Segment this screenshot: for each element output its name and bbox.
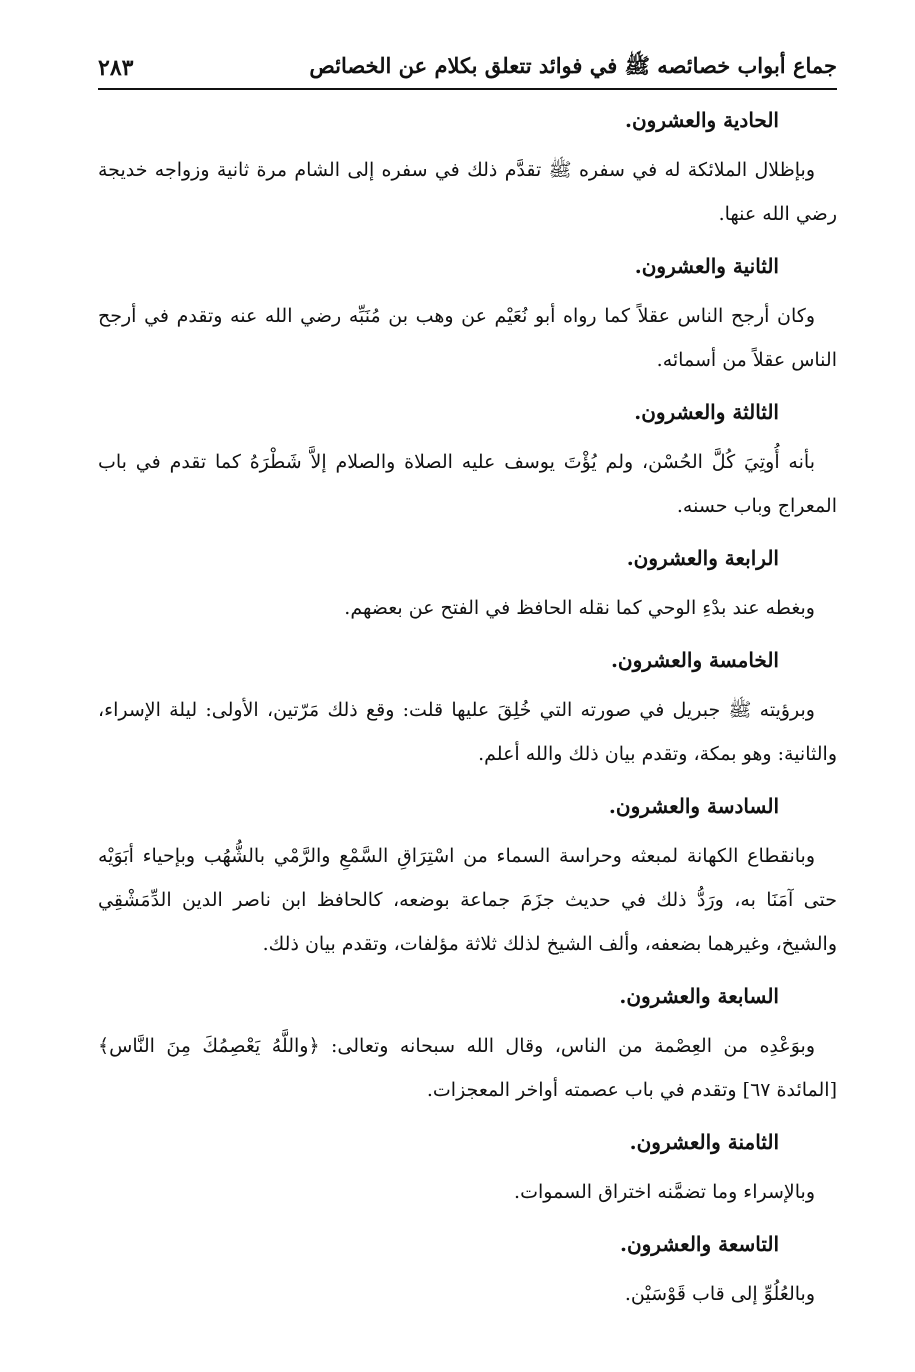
- running-title: جماع أبواب خصائصه ﷺ في فوائد تتعلق بكلام عن الخصائص: [309, 52, 837, 78]
- section-text: وبرؤيته ﷺ جبريل في صورته التي خُلِقَ عليها قلت: وقع ذلك مَرّتين، الأولى: ليلة الإسراء، والثانية: وهو بمكة، وتقدم بيان ذلك والله أعلم.: [98, 699, 837, 765]
- section-heading: الثانية والعشرون.: [634, 254, 779, 278]
- section-24: [98, 536, 837, 638]
- page-body: [98, 98, 837, 1324]
- section-text: وبالإسراء وما تضمَّنه اختراق السموات.: [514, 1181, 815, 1203]
- section-25: [98, 638, 837, 784]
- section-22: [98, 244, 837, 390]
- section-28: [98, 1120, 837, 1222]
- section-text: وبانقطاع الكهانة لمبعثه وحراسة السماء من اسْتِرَاقِ السَّمْعِ والرَّمْي بالشُّهُب وبإحياء أبَوَيْه حتى آمَنَا به، ورَدُّ ذلك في حديث جزَمَ جماعة بوضعه، كالحافظ ابن ناصر الدين الدِّمَشْقِي والشيخ، وغيرهما بضعفه، وألف الشيخ لذلك ثلاثة مؤلفات، وتقدم بيان ذلك.: [98, 845, 837, 955]
- section-text: وبإظلال الملائكة له في سفره ﷺ تقدَّم ذلك في سفره إلى الشام مرة ثانية وزواجه خديجة رضي الله عنها.: [98, 159, 837, 225]
- section-text: وبوَعْدِه من العِصْمة من الناس، وقال الله سبحانه وتعالى: ﴿واللَّهُ يَعْصِمُكَ مِنَ النَّاس﴾ [المائدة ٦٧] وتقدم في باب عصمته أواخر المعجزات.: [98, 1035, 837, 1101]
- section-text: وكان أرجح الناس عقلاً كما رواه أبو نُعَيْم عن وهب بن مُنَبِّه رضي الله عنه وتقدم في أرجح الناس عقلاً من أسمائه.: [98, 305, 837, 371]
- section-29: [98, 1222, 837, 1324]
- section-heading: الثالثة والعشرون.: [634, 400, 779, 424]
- section-heading: الثامنة والعشرون.: [629, 1130, 779, 1154]
- section-21: [98, 98, 837, 244]
- header-divider: [98, 88, 837, 90]
- running-header: [98, 48, 837, 88]
- page-number: ٢٨٣: [98, 55, 134, 81]
- section-text: بأنه أُوتِيَ كُلَّ الحُسْن، ولم يُؤْتَ يوسف عليه الصلاة والصلام إلاَّ شَطْرَهُ كما تقدم في باب المعراج وباب حسنه.: [98, 451, 837, 517]
- section-heading: السادسة والعشرون.: [608, 794, 779, 818]
- section-heading: التاسعة والعشرون.: [619, 1232, 779, 1256]
- section-27: [98, 974, 837, 1120]
- section-heading: الرابعة والعشرون.: [626, 546, 779, 570]
- section-26: [98, 784, 837, 974]
- section-text: وبالعُلُوِّ إلى قاب قَوْسَيْن.: [624, 1283, 815, 1305]
- section-23: [98, 390, 837, 536]
- section-text: وبغطه عند بدْءِ الوحي كما نقله الحافظ في الفتح عن بعضهم.: [344, 597, 815, 619]
- section-heading: السابعة والعشرون.: [619, 984, 779, 1008]
- section-heading: الخامسة والعشرون.: [610, 648, 779, 672]
- section-heading: الحادية والعشرون.: [625, 108, 779, 132]
